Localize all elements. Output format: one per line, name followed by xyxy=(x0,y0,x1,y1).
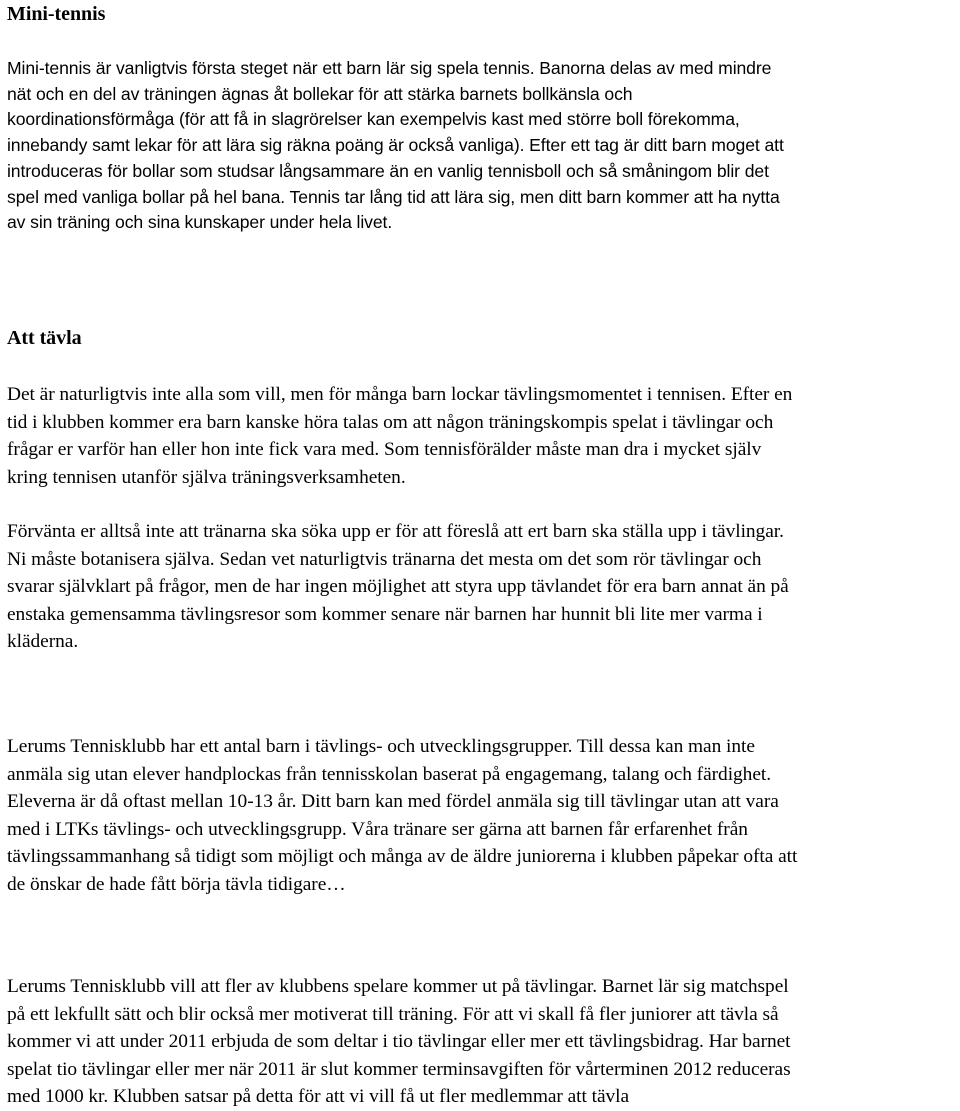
paragraph-att-tavla-4 xyxy=(7,973,960,1111)
text-line: Eleverna är då oftast mellan 10-13 år. Ditt barn kan med fördel anmäla sig till tävlingar utan att vara xyxy=(7,791,779,812)
text-line: innebandy samt lekar för att lära sig räkna poäng är också vanliga). Efter ett tag är ditt barn moget att xyxy=(7,135,784,156)
text-line: anmäla sig utan elever handplockas från tennisskolan baserat på engagemang, talang och färdighet. xyxy=(7,763,772,785)
text-line: introduceras för bollar som studsar långsammare än en vanlig tennisboll och så småningom blir det xyxy=(7,160,769,181)
text-line: tid i klubben kommer era barn kanske höra talas om att någon träningskompis spelat i tävlingar och xyxy=(7,411,774,433)
text-line: Förvänta er alltså inte att tränarna ska söka upp er för att föreslå att ert barn ska ställa upp i tävlingar. xyxy=(7,521,784,542)
text-line: frågar er varför han eller hon inte fick vara med. Som tennisförälder måste man dra i mycket själv xyxy=(7,439,762,460)
paragraph-mini-tennis xyxy=(7,56,960,236)
text-line: med i LTKs tävlings- och utvecklingsgrupp. Våra tränare ser gärna att barnen får erfarenhet från xyxy=(7,818,748,840)
paragraph-att-tavla-3 xyxy=(7,733,960,898)
text-line: med 1000 kr. Klubben satsar på detta för att vi vill få ut fler medlemmar att tävla xyxy=(7,1086,630,1107)
text-line: kring tennisen utanför själva träningsverksamheten. xyxy=(7,466,406,488)
paragraph-att-tavla-2 xyxy=(7,518,960,656)
text-line: de önskar de hade fått börja tävla tidigare… xyxy=(7,873,346,895)
paragraph-att-tavla-1 xyxy=(7,381,960,491)
text-line: kläderna. xyxy=(7,631,79,652)
text-line: nät och en del av träningen ägnas åt bollekar för att stärka barnets bollkänsla och xyxy=(7,83,633,104)
heading-mini-tennis: Mini-tennis xyxy=(7,3,106,25)
text-line: Lerums Tennisklubb vill att fler av klubbens spelare kommer ut på tävlingar. Barnet lär sig matchspel xyxy=(7,976,789,997)
heading-att-tavla: Att tävla xyxy=(7,327,82,349)
text-line: Lerums Tennisklubb har ett antal barn i tävlings- och utvecklingsgrupper. Till dessa kan man inte xyxy=(7,736,755,757)
text-line: tävlingssammanhang så tidigt som möjligt och många av de äldre juniorerna i klubben påpekar ofta att xyxy=(7,846,798,867)
text-line: Mini-tennis är vanligtvis första steget när ett barn lär sig spela tennis. Banorna delas av med mindre xyxy=(7,58,772,78)
text-line: av sin träning och sina kunskaper under hela livet. xyxy=(7,212,393,233)
text-line: Det är naturligtvis inte alla som vill, men för många barn lockar tävlingsmomentet i tennisen. Efter en xyxy=(7,384,793,405)
text-line: spel med vanliga bollar på hel bana. Tennis tar lång tid att lära sig, men ditt barn kommer att ha nytta xyxy=(7,186,780,207)
text-line: på ett lekfullt sätt och blir också mer motiverat till träning. För att vi skall få fler juniorer att tävla så xyxy=(7,1003,779,1025)
text-line: enstaka gemensamma tävlingsresor som kommer senare när barnen har hunnit bli lite mer varma i xyxy=(7,603,763,625)
text-line: Ni måste botanisera själva. Sedan vet naturligtvis tränarna det mesta om det som rör tävlingar och xyxy=(7,548,762,570)
text-line: svarar självklart på frågor, men de har ingen möjlighet att styra upp tävlandet för era barn annat än på xyxy=(7,576,789,597)
text-line: koordinationsförmåga (för att få in slagrörelser kan exempelvis kast med större boll förekomma, xyxy=(7,109,740,130)
text-line: kommer vi att under 2011 erbjuda de som deltar i tio tävlingar eller mer ett tävlingsbidrag. Har barnet xyxy=(7,1031,791,1052)
text-line: spelat tio tävlingar eller mer när 2011 är slut kommer terminsavgiften för vårterminen 2012 reduceras xyxy=(7,1058,791,1080)
